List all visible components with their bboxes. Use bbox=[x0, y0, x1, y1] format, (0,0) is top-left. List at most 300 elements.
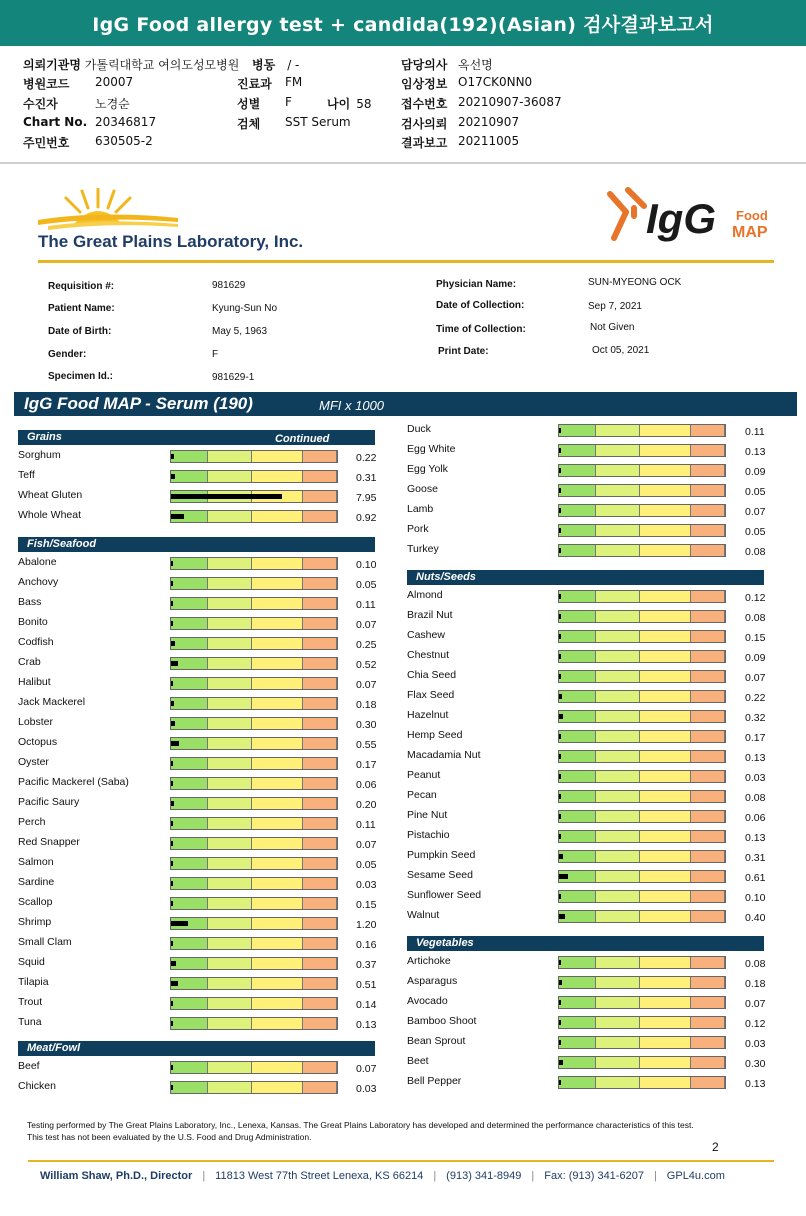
bar-zone bbox=[208, 778, 252, 789]
food-name: Duck bbox=[407, 423, 431, 435]
bar-zone bbox=[640, 911, 691, 922]
bar-zone bbox=[691, 525, 725, 536]
food-name: Beef bbox=[18, 1060, 40, 1072]
bar-zone bbox=[303, 958, 337, 969]
value-mark bbox=[559, 694, 562, 699]
food-row bbox=[18, 714, 396, 734]
section-title: IgG Food MAP - Serum (190) bbox=[24, 394, 253, 413]
bar-zone bbox=[640, 545, 691, 556]
bar-zone bbox=[691, 771, 725, 782]
food-row bbox=[18, 574, 396, 594]
igg-logo-map: MAP bbox=[732, 224, 768, 241]
bar-zone bbox=[208, 878, 252, 889]
food-name: Pacific Mackerel (Saba) bbox=[18, 776, 129, 788]
bar-zone bbox=[303, 698, 337, 709]
food-value: 0.13 bbox=[745, 1078, 766, 1090]
food-row bbox=[18, 1014, 396, 1034]
bar-zone bbox=[171, 818, 208, 829]
food-name: Brazil Nut bbox=[407, 609, 453, 621]
food-value: 0.30 bbox=[745, 1058, 766, 1070]
dob-label: Date of Birth: bbox=[48, 326, 112, 337]
food-bar bbox=[170, 677, 338, 690]
food-bar bbox=[558, 630, 726, 643]
food-bar bbox=[558, 524, 726, 537]
bar-zone bbox=[171, 898, 208, 909]
food-value: 0.05 bbox=[745, 486, 766, 498]
bar-zone bbox=[208, 918, 252, 929]
bar-zone bbox=[640, 851, 691, 862]
food-bar bbox=[558, 670, 726, 683]
bar-zone bbox=[691, 831, 725, 842]
value-mark bbox=[559, 834, 561, 839]
header-field: 성별 F bbox=[237, 95, 292, 111]
value-mark bbox=[171, 661, 178, 666]
value-mark bbox=[171, 681, 173, 686]
footer-director: William Shaw, Ph.D., Director bbox=[40, 1170, 193, 1182]
bar-zone bbox=[691, 545, 725, 556]
food-bar bbox=[558, 424, 726, 437]
food-value: 0.22 bbox=[356, 452, 377, 464]
bar-zone bbox=[252, 471, 303, 482]
bar-zone bbox=[640, 1077, 691, 1088]
bar-zone bbox=[559, 731, 596, 742]
food-value: 0.15 bbox=[356, 899, 377, 911]
food-value: 0.06 bbox=[356, 779, 377, 791]
bar-zone bbox=[559, 1037, 596, 1048]
bar-zone bbox=[171, 1018, 208, 1029]
bar-zone bbox=[303, 818, 337, 829]
bar-zone bbox=[171, 718, 208, 729]
bar-zone bbox=[303, 738, 337, 749]
bar-zone bbox=[303, 471, 337, 482]
bar-zone bbox=[596, 651, 640, 662]
food-bar bbox=[170, 737, 338, 750]
food-value: 0.13 bbox=[745, 832, 766, 844]
food-bar bbox=[170, 817, 338, 830]
food-value: 0.03 bbox=[745, 772, 766, 784]
bar-zone bbox=[171, 471, 208, 482]
food-row bbox=[407, 461, 785, 481]
food-row bbox=[18, 894, 396, 914]
category-title: Nuts/Seeds bbox=[416, 571, 476, 583]
value-mark bbox=[559, 634, 561, 639]
food-bar bbox=[558, 810, 726, 823]
bar-zone bbox=[252, 738, 303, 749]
food-row bbox=[18, 594, 396, 614]
food-bar bbox=[170, 557, 338, 570]
food-row bbox=[18, 507, 396, 527]
bar-zone bbox=[208, 598, 252, 609]
value-mark bbox=[559, 774, 561, 779]
bar-zone bbox=[559, 425, 596, 436]
bar-zone bbox=[208, 978, 252, 989]
bar-zone bbox=[559, 545, 596, 556]
bar-zone bbox=[303, 898, 337, 909]
bar-zone bbox=[171, 698, 208, 709]
food-name: Jack Mackerel bbox=[18, 696, 86, 708]
bar-zone bbox=[208, 698, 252, 709]
food-value: 0.10 bbox=[356, 559, 377, 571]
value-mark bbox=[559, 548, 561, 553]
bar-zone bbox=[171, 451, 208, 462]
bar-zone bbox=[559, 1077, 596, 1088]
food-name: Asparagus bbox=[407, 975, 458, 987]
print-date-value: Oct 05, 2021 bbox=[592, 345, 650, 356]
food-bar bbox=[170, 450, 338, 463]
bar-zone bbox=[691, 425, 725, 436]
print-date-label: Print Date: bbox=[438, 346, 489, 357]
bar-zone bbox=[559, 485, 596, 496]
collection-time-label: Time of Collection: bbox=[436, 324, 526, 335]
bar-zone bbox=[596, 485, 640, 496]
bar-zone bbox=[596, 831, 640, 842]
bar-zone bbox=[559, 1017, 596, 1028]
food-value: 0.31 bbox=[745, 852, 766, 864]
bar-zone bbox=[208, 1082, 252, 1093]
bar-zone bbox=[596, 957, 640, 968]
food-name: Macadamia Nut bbox=[407, 749, 481, 761]
food-row bbox=[18, 634, 396, 654]
bar-zone bbox=[691, 691, 725, 702]
value-mark bbox=[559, 914, 565, 919]
category-header bbox=[407, 936, 764, 951]
bar-zone bbox=[596, 505, 640, 516]
food-name: Teff bbox=[18, 469, 35, 481]
bar-zone bbox=[596, 771, 640, 782]
food-value: 0.32 bbox=[745, 712, 766, 724]
food-bar bbox=[170, 490, 338, 503]
food-row bbox=[18, 834, 396, 854]
food-value: 0.08 bbox=[745, 546, 766, 558]
specimen-id-value: 981629-1 bbox=[212, 372, 255, 383]
collection-date-value: Sep 7, 2021 bbox=[588, 301, 642, 312]
bar-zone bbox=[559, 957, 596, 968]
food-row bbox=[407, 993, 785, 1013]
bar-zone bbox=[640, 631, 691, 642]
food-name: Pumpkin Seed bbox=[407, 849, 476, 861]
bar-zone bbox=[691, 651, 725, 662]
food-row bbox=[407, 953, 785, 973]
patient-name-value: Kyung-Sun No bbox=[212, 303, 278, 314]
food-name: Artichoke bbox=[407, 955, 451, 967]
value-mark bbox=[171, 561, 173, 566]
bar-zone bbox=[559, 997, 596, 1008]
food-row bbox=[407, 1033, 785, 1053]
food-row bbox=[18, 694, 396, 714]
physician-label: Physician Name: bbox=[436, 279, 517, 290]
food-bar bbox=[558, 1036, 726, 1049]
report-title: IgG Food allergy test + candida(192)(Asian) 검사결과보고서 bbox=[0, 0, 806, 46]
food-bar bbox=[558, 730, 726, 743]
bar-zone bbox=[559, 711, 596, 722]
food-value: 0.40 bbox=[745, 912, 766, 924]
specimen-id-label: Specimen Id.: bbox=[48, 371, 114, 382]
food-row bbox=[18, 447, 396, 467]
food-name: Bean Sprout bbox=[407, 1035, 466, 1047]
food-name: Beet bbox=[407, 1055, 429, 1067]
bar-zone bbox=[691, 1077, 725, 1088]
food-row bbox=[18, 654, 396, 674]
food-bar bbox=[558, 996, 726, 1009]
food-row bbox=[407, 827, 785, 847]
food-name: Egg Yolk bbox=[407, 463, 448, 475]
food-row bbox=[18, 734, 396, 754]
bar-zone bbox=[640, 871, 691, 882]
bar-zone bbox=[252, 1062, 303, 1073]
value-mark bbox=[171, 841, 173, 846]
bar-zone bbox=[640, 445, 691, 456]
food-name: Shrimp bbox=[18, 916, 52, 928]
food-bar bbox=[170, 637, 338, 650]
value-mark bbox=[171, 514, 184, 519]
bar-zone bbox=[303, 638, 337, 649]
food-bar bbox=[558, 750, 726, 763]
bar-zone bbox=[252, 638, 303, 649]
food-row bbox=[18, 554, 396, 574]
food-bar bbox=[170, 1081, 338, 1094]
food-value: 0.03 bbox=[745, 1038, 766, 1050]
bar-zone bbox=[252, 798, 303, 809]
food-value: 0.12 bbox=[745, 1018, 766, 1030]
food-row bbox=[407, 1053, 785, 1073]
food-bar bbox=[558, 870, 726, 883]
bar-zone bbox=[640, 711, 691, 722]
bar-zone bbox=[208, 738, 252, 749]
bar-zone bbox=[596, 425, 640, 436]
bar-zone bbox=[640, 591, 691, 602]
bar-zone bbox=[303, 858, 337, 869]
value-mark bbox=[559, 488, 561, 493]
food-name: Cashew bbox=[407, 629, 445, 641]
food-value: 0.13 bbox=[745, 446, 766, 458]
food-value: 0.07 bbox=[356, 619, 377, 631]
bar-zone bbox=[596, 465, 640, 476]
food-value: 0.17 bbox=[356, 759, 377, 771]
header-field: 병동 / - bbox=[252, 58, 300, 72]
category-title: Vegetables bbox=[416, 937, 474, 949]
value-mark bbox=[171, 601, 173, 606]
food-row bbox=[18, 467, 396, 487]
value-mark bbox=[559, 1000, 561, 1005]
food-bar bbox=[558, 1076, 726, 1089]
food-value: 1.20 bbox=[356, 919, 377, 931]
food-bar bbox=[558, 830, 726, 843]
header-field: 결과보고 20211005 bbox=[401, 134, 520, 150]
food-value: 0.15 bbox=[745, 632, 766, 644]
value-mark bbox=[559, 528, 561, 533]
value-mark bbox=[559, 894, 561, 899]
food-value: 0.37 bbox=[356, 959, 377, 971]
bar-zone bbox=[640, 485, 691, 496]
food-row bbox=[407, 867, 785, 887]
bar-zone bbox=[596, 1017, 640, 1028]
bar-zone bbox=[640, 1037, 691, 1048]
bar-zone bbox=[171, 858, 208, 869]
bar-zone bbox=[596, 671, 640, 682]
food-name: Bass bbox=[18, 596, 42, 608]
bar-zone bbox=[691, 851, 725, 862]
bar-zone bbox=[252, 898, 303, 909]
food-name: Small Clam bbox=[18, 936, 72, 948]
value-mark bbox=[171, 801, 174, 806]
food-name: Almond bbox=[407, 589, 443, 601]
bar-zone bbox=[596, 691, 640, 702]
value-mark bbox=[171, 1001, 173, 1006]
bar-zone bbox=[596, 997, 640, 1008]
bar-zone bbox=[171, 958, 208, 969]
bar-zone bbox=[252, 998, 303, 1009]
food-row bbox=[407, 441, 785, 461]
bar-zone bbox=[691, 485, 725, 496]
bar-zone bbox=[691, 871, 725, 882]
bar-zone bbox=[691, 997, 725, 1008]
food-name: Sesame Seed bbox=[407, 869, 473, 881]
bar-zone bbox=[640, 831, 691, 842]
food-name: Bell Pepper bbox=[407, 1075, 462, 1087]
value-mark bbox=[559, 594, 561, 599]
food-name: Pacific Saury bbox=[18, 796, 80, 808]
disclaimer: Testing performed by The Great Plains Laboratory, Inc., Lenexa, Kansas. The Great Plains Laboratory has developed and determined the performance characteristics of this test. This test has not been evaluated by the U.S. Food and Drug Administration. bbox=[27, 1120, 694, 1142]
value-mark bbox=[171, 741, 179, 746]
bar-zone bbox=[208, 898, 252, 909]
bar-zone bbox=[171, 678, 208, 689]
value-mark bbox=[171, 581, 173, 586]
bar-zone bbox=[596, 791, 640, 802]
dob-value: May 5, 1963 bbox=[212, 326, 268, 337]
food-row bbox=[407, 421, 785, 441]
food-row bbox=[407, 767, 785, 787]
food-name: Salmon bbox=[18, 856, 54, 868]
bar-zone bbox=[303, 558, 337, 569]
lab-name: The Great Plains Laboratory, Inc. bbox=[38, 232, 304, 251]
food-bar bbox=[170, 997, 338, 1010]
bar-zone bbox=[640, 671, 691, 682]
food-name: Sunflower Seed bbox=[407, 889, 482, 901]
bar-zone bbox=[640, 465, 691, 476]
food-name: Hemp Seed bbox=[407, 729, 463, 741]
bar-zone bbox=[208, 838, 252, 849]
bar-zone bbox=[559, 1057, 596, 1068]
value-mark bbox=[171, 641, 175, 646]
food-name: Sorghum bbox=[18, 449, 61, 461]
bar-zone bbox=[171, 558, 208, 569]
bar-zone bbox=[252, 658, 303, 669]
bar-zone bbox=[252, 938, 303, 949]
bar-zone bbox=[252, 511, 303, 522]
food-bar bbox=[558, 850, 726, 863]
bar-zone bbox=[640, 891, 691, 902]
bar-zone bbox=[208, 1018, 252, 1029]
header-field: 임상정보 O17CK0NN0 bbox=[401, 75, 533, 91]
food-value: 0.08 bbox=[745, 792, 766, 804]
bar-zone bbox=[691, 445, 725, 456]
food-bar bbox=[558, 690, 726, 703]
bar-zone bbox=[208, 798, 252, 809]
food-value: 0.55 bbox=[356, 739, 377, 751]
food-row bbox=[407, 687, 785, 707]
category-header bbox=[18, 430, 375, 445]
bar-zone bbox=[252, 858, 303, 869]
food-name: Egg White bbox=[407, 443, 456, 455]
bar-zone bbox=[559, 831, 596, 842]
bar-zone bbox=[691, 811, 725, 822]
value-mark bbox=[171, 901, 173, 906]
food-row bbox=[18, 874, 396, 894]
category-header bbox=[407, 570, 764, 585]
bar-zone bbox=[303, 618, 337, 629]
category-note: Continued bbox=[275, 433, 330, 445]
food-row bbox=[407, 907, 785, 927]
food-value: 0.61 bbox=[745, 872, 766, 884]
header-field: 의뢰기관명 가톨릭대학교 여의도성모병원 bbox=[23, 58, 240, 72]
bar-zone bbox=[640, 425, 691, 436]
food-value: 0.08 bbox=[745, 958, 766, 970]
footer-phone: (913) 341-8949 bbox=[446, 1170, 522, 1182]
bar-zone bbox=[208, 958, 252, 969]
bar-zone bbox=[303, 918, 337, 929]
value-mark bbox=[171, 1021, 173, 1026]
food-bar bbox=[170, 510, 338, 523]
food-row bbox=[18, 674, 396, 694]
bar-zone bbox=[252, 558, 303, 569]
food-name: Chestnut bbox=[407, 649, 450, 661]
food-name: Perch bbox=[18, 816, 46, 828]
food-bar bbox=[170, 877, 338, 890]
bar-zone bbox=[691, 671, 725, 682]
food-bar bbox=[170, 757, 338, 770]
category-title: Fish/Seafood bbox=[27, 538, 97, 550]
food-row bbox=[407, 607, 785, 627]
value-mark bbox=[171, 454, 174, 459]
bar-zone bbox=[252, 718, 303, 729]
food-value: 0.08 bbox=[745, 612, 766, 624]
footer-divider bbox=[28, 1160, 774, 1162]
bar-zone bbox=[303, 491, 337, 502]
food-name: Abalone bbox=[18, 556, 57, 568]
category-header bbox=[18, 537, 375, 552]
bar-zone bbox=[559, 751, 596, 762]
bar-zone bbox=[252, 678, 303, 689]
food-bar bbox=[170, 717, 338, 730]
bar-zone bbox=[303, 978, 337, 989]
value-mark bbox=[171, 781, 173, 786]
food-row bbox=[407, 787, 785, 807]
food-value: 0.14 bbox=[356, 999, 377, 1011]
food-bar bbox=[170, 697, 338, 710]
bar-zone bbox=[252, 838, 303, 849]
food-value: 0.07 bbox=[745, 998, 766, 1010]
food-value: 0.12 bbox=[745, 592, 766, 604]
bar-zone bbox=[171, 998, 208, 1009]
food-row bbox=[18, 1058, 396, 1078]
food-bar bbox=[558, 956, 726, 969]
category-header bbox=[18, 1041, 375, 1056]
food-bar bbox=[170, 957, 338, 970]
bar-zone bbox=[559, 977, 596, 988]
value-mark bbox=[171, 961, 176, 966]
food-value: 0.03 bbox=[356, 879, 377, 891]
food-name: Wheat Gluten bbox=[18, 489, 83, 501]
bar-zone bbox=[596, 731, 640, 742]
food-row bbox=[407, 1073, 785, 1093]
food-bar bbox=[558, 544, 726, 557]
value-mark bbox=[559, 674, 561, 679]
food-value: 0.17 bbox=[745, 732, 766, 744]
bar-zone bbox=[559, 891, 596, 902]
value-mark bbox=[559, 734, 561, 739]
food-name: Pistachio bbox=[407, 829, 450, 841]
food-row bbox=[18, 794, 396, 814]
